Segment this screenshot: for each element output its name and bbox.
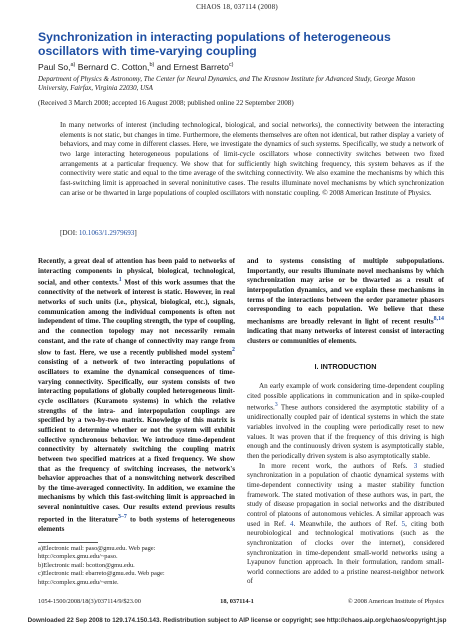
doi-line <box>60 229 137 237</box>
footnote-divider <box>38 542 98 543</box>
body-text: and to systems consisting of multiple subpopulations. Importantly, our results illuminate novel mechanisms by which synchronization may arise or be thwarted as a result of interpopulation dynamics, and we explain these mechanisms in terms of the interactions between the order parameter phasors corresponding to each population. We believe that these mechanisms are broadly relevant in light of recent results <box>247 257 444 326</box>
intro-bold-continuation <box>247 257 444 346</box>
author-name: Bernard C. Cotton, <box>77 62 150 72</box>
footer-copyright: © 2008 American Institute of Physics <box>347 598 444 605</box>
author-name: Paul So, <box>38 62 71 72</box>
introduction-body <box>247 382 444 587</box>
abstract <box>60 121 444 198</box>
body-text: An early example of work considering time-dependent coupling cited possible applications in communication and in spike-coupled networks. <box>247 382 444 412</box>
paper-title: Synchronization in interacting populations of heterogeneous oscillators with time-varying coupling <box>38 30 391 58</box>
body-text: Most of this work assumes that the connectivity of the network of interest is static. However, in real networks of such units (i.e., physical, biological, etc.), signals, communication among the individual components is often not independent of time. The coupling strength, the type of coupling, and the connection topology may not necessarily remain constant, and the rate of change of connectivity may range from slow to fast. Here, we use a recently published model system <box>38 278 235 357</box>
footer-page-number: 18, 037114-1 <box>220 598 254 605</box>
citation-link[interactable]: 3–7 <box>117 513 127 520</box>
author-list <box>38 62 233 72</box>
citation-link[interactable]: 2 <box>232 347 235 354</box>
body-text: , citing both neurobiological and technological motivations (such as the synchronization of clocks over the internet), considered synchronization in time-dependent small-world networks using a Lyapunov function approach. In their formulation, random small-world connections are added to a pristine nearest-neighbor network of <box>247 519 444 586</box>
author-footnote-mark[interactable]: a) <box>70 62 76 69</box>
footnote: c)Electronic mail: ebarreto@gmu.edu. Web page: http://complex.gmu.edu/~ernie. <box>38 570 165 586</box>
citation-link[interactable]: 5 <box>401 519 406 528</box>
intro-bold-right-column <box>247 257 444 346</box>
body-text: In more recent work, the authors of Refs. <box>259 461 408 470</box>
intro-bold-paragraph <box>38 257 235 534</box>
author-name: and Ernest Barreto <box>156 62 229 72</box>
body-text: Recently, a great deal of attention has been paid to networks of interacting components in physical, biological, technological, social, and other contexts. <box>38 257 235 287</box>
author-footnote-mark[interactable]: b) <box>149 62 155 69</box>
body-text: . Meanwhile, the authors of Ref. <box>293 519 398 528</box>
doi-prefix: [DOI: <box>60 229 79 237</box>
footnotes <box>38 545 235 587</box>
footnote: a)Electronic mail: paso@gmu.edu. Web page: http://complex.gmu.edu/~paso. <box>38 545 156 561</box>
citation-link[interactable]: 3 <box>413 461 418 470</box>
citation-link[interactable]: 1 <box>118 277 122 284</box>
intro-paragraph <box>247 462 444 588</box>
footnote: b)Electronic mail: bcotton@gmu.edu. <box>38 561 135 569</box>
received-dates: (Received 3 March 2008; accepted 16 August 2008; published online 22 September 2008) <box>38 99 294 107</box>
body-text: to both systems of heterogeneous elements <box>38 515 235 533</box>
author-footnote-mark[interactable]: c) <box>228 62 234 69</box>
body-text: These authors considered the asymptotic stability of a unidirectionally coupled pair of identical systems in which the state variables involved in the coupling were periodically reset to new values. It was proven that if the frequency of this driving is high enough and the continuously driven system is asymptotically stable, then the periodically driven system is also asymptotically stable. <box>247 403 444 460</box>
body-text: indicating that many networks of interest consist of interacting clusters or communities of elements. <box>247 326 444 345</box>
doi-link[interactable]: 10.1063/1.2979693 <box>78 229 135 237</box>
intro-bold-left-column <box>38 257 235 534</box>
body-text: studied synchronization in a population of chaotic dynamical systems with time-dependent connectivity using a master stability function framework. The stated motivation of these authors was, in part, the study of disease propagation in social networks and the distributed control of platoons of autonomous vehicles. A similar approach was used in Ref. <box>247 461 445 528</box>
abstract-text: In many networks of interest (including technological, biological, and social networks), the connectivity between the interacting elements is not static, but changes in time. Furthermore, the elements themselves are often not identical, but rather display a variety of behaviors, and may come in different classes. Here, we investigate the dynamics of such systems. Specifically, we study a network of two large interacting heterogeneous populations of limit-cycle oscillators whose connectivity switches between two fixed arrangements at a particular frequency. We show that for sufficiently high switching frequency, this system behaves as if the connectivity were static and equal to the time average of the switching connectivity. We also examine the mechanisms by which this fast-switching limit is approached in several noninitutive cases. The results illuminate novel mechanisms by which synchronization can arise or be thwarted in large populations of coupled oscillators with nonstatic coupling. © 2008 American Institute of Physics. <box>60 121 444 197</box>
download-notice: Downloaded 22 Sep 2008 to 129.174.150.143. Redistribution subject to AIP license or copyright; see http://chaos.aip.org/chaos/copyright.jsp <box>27 617 447 624</box>
citation-link[interactable]: 3 <box>274 402 278 409</box>
section-heading: I. INTRODUCTION <box>314 362 377 371</box>
affiliation: Department of Physics & Astronomy, The Center for Neural Dynamics, and The Krasnow Institute for Advanced Study, George Mason University, Fairfax, Virginia 22030, USA <box>38 75 415 93</box>
footer-issn: 1054-1500/2008/18(3)/037114/9/$23.00 <box>38 598 141 605</box>
body-text: consisting of a network of two interacting populations of oscillators to examine the dynamical consequences of time-varying connectivity. Specifically, our system consists of two interacting populations of globally coupled heterogeneous limit-cycle oscillators (Kuramoto systems) in which the relative strengths of the intra- and interpopulation couplings are specified by a two-by-two matrix. Knowledge of this matrix is sufficient to determine whether or not the system will exhibit collective synchronous behavior. We introduce time-dependent connectivity by alternately switching the coupling matrix between two specified matrices at a fixed frequency. We show that as the frequency of switching increases, the network's behavior approaches that of a nonswitching network described by the time-averaged connectivity. In addition, we examine the mechanisms by which this fast-switching limit is approached in several nonintuitive cases. Our results extend previous results reported in the literature <box>38 358 235 524</box>
citation-link[interactable]: 4 <box>290 519 294 528</box>
journal-header: CHAOS 18, 037114 (2008) <box>196 3 278 11</box>
intro-paragraph <box>247 382 444 462</box>
doi-suffix: ] <box>134 229 137 237</box>
citation-link[interactable]: 8,14 <box>433 315 444 322</box>
